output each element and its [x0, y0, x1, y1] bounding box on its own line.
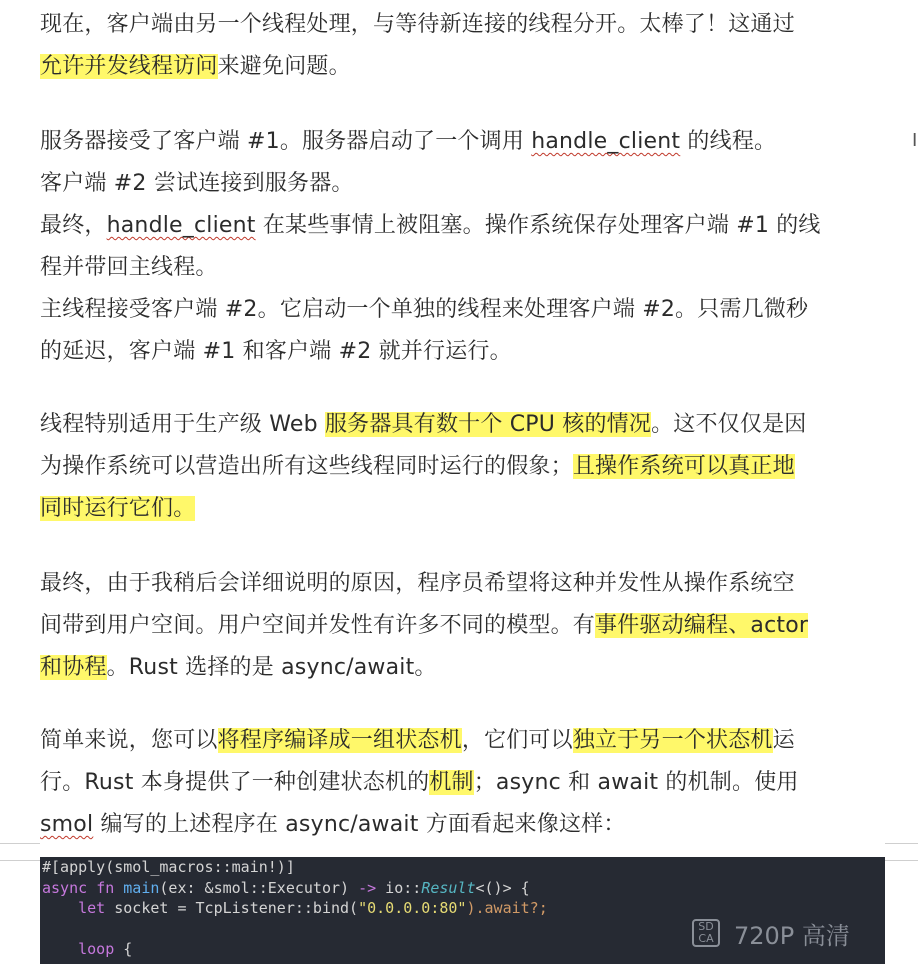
text-line: 客户端 #2 尝试连接到服务器。	[40, 171, 354, 196]
highlight-text: 机制	[429, 770, 474, 795]
code-await: ).await?;	[466, 899, 548, 917]
paragraph-threads-web	[40, 404, 880, 530]
text-span: 来避免问题。	[217, 54, 351, 79]
quality-label: 720P 高清	[734, 921, 850, 950]
code-string: "0.0.0.0:80"	[358, 899, 467, 917]
code-line	[40, 857, 885, 878]
text-line: 主线程接受客户端 #2。它启动一个单独的线程来处理客户端 #2。只需几微秒	[40, 297, 809, 322]
highlight-text: 事件驱动编程、actor	[595, 613, 809, 638]
text-line	[40, 205, 880, 247]
text-line: 程并带回主线程。	[40, 255, 218, 280]
paragraph-threads-intro	[40, 4, 880, 88]
text-span: 为操作系统可以营造出所有这些线程同时运行的假象；	[40, 454, 573, 479]
text-span: 最终，	[40, 213, 107, 238]
highlight-text: 将程序编译成一组状态机	[217, 728, 462, 753]
text-span: 服务器接受了客户端 #1。服务器启动了一个调用	[40, 129, 532, 154]
quality-icon: SD CA	[692, 919, 720, 947]
code-operator: ->	[358, 878, 377, 897]
text-span: 间带到用户空间。用户空间并发性有许多不同的模型。有	[40, 613, 596, 638]
text-line: 的延迟，客户端 #1 和客户端 #2 就并行运行。	[40, 339, 512, 364]
text-span: ，它们可以	[461, 728, 573, 753]
highlight-text: 服务器具有数十个 CPU 核的情况	[324, 412, 652, 437]
text-line	[40, 605, 880, 647]
text-span: 。Rust 选择的是 async/await。	[106, 655, 437, 680]
code-type: Result	[421, 878, 476, 897]
paragraph-client-steps	[40, 121, 880, 373]
video-quality-badge[interactable]	[692, 918, 850, 948]
text-span: ；async 和 await 的机制。使用	[473, 770, 799, 795]
code-keyword: fn	[96, 878, 115, 897]
text-line	[40, 446, 880, 488]
text-span: 。这不仅仅是因	[651, 412, 807, 437]
code-line	[40, 878, 885, 899]
highlight-text: 同时运行它们。	[40, 496, 196, 521]
code-module: io::	[376, 878, 422, 897]
code-text: {	[114, 940, 133, 958]
paragraph-state-machines	[40, 720, 880, 846]
highlight-text: 独立于另一个状态机	[572, 728, 773, 753]
code-function-name: main	[123, 878, 160, 897]
inline-code-handle-client: handle_client	[531, 129, 681, 154]
text-span: 的线程。	[680, 129, 777, 154]
text-line	[40, 647, 880, 689]
text-span: 简单来说，您可以	[40, 728, 218, 753]
code-keyword: loop	[78, 940, 115, 958]
text-line: 现在，客户端由另一个线程处理，与等待新连接的线程分开。太棒了！这通过	[40, 12, 795, 37]
text-span: 线程特别适用于生产级 Web	[40, 412, 325, 437]
text-line	[40, 121, 880, 163]
highlight-text: 且操作系统可以真正地	[572, 454, 795, 479]
text-cursor-marker: I	[912, 130, 918, 151]
paragraph-user-space	[40, 563, 880, 689]
text-line	[40, 46, 880, 88]
code-text: <()> {	[475, 878, 530, 897]
text-span: 行。Rust 本身提供了一种创建状态机的	[40, 770, 430, 795]
text-line	[40, 804, 880, 846]
code-text: socket = TcpListener::bind(	[105, 899, 359, 917]
inline-code-smol: smol	[40, 812, 94, 837]
inline-code-handle-client: handle_client	[106, 213, 256, 238]
text-line	[40, 404, 880, 446]
text-line	[40, 488, 880, 530]
text-span: 在某些事情上被阻塞。操作系统保存处理客户端 #1 的线	[255, 213, 821, 238]
text-span: 编写的上述程序在 async/await 方面看起来像这样：	[93, 812, 626, 837]
text-line: 最终，由于我稍后会详细说明的原因，程序员希望将这种并发性从操作系统空	[40, 571, 795, 596]
text-line	[40, 762, 880, 804]
text-line	[40, 720, 880, 762]
code-keyword: let	[78, 899, 106, 917]
code-keyword: async	[42, 878, 88, 897]
text-span: 运	[772, 728, 795, 753]
code-attribute: #[apply(smol_macros::main!)]	[42, 858, 295, 876]
divider-left	[0, 843, 40, 861]
highlight-text: 允许并发线程访问	[40, 54, 218, 79]
highlight-text: 和协程	[40, 655, 107, 680]
divider-right	[885, 843, 918, 861]
code-args: (ex: &smol::Executor)	[159, 878, 359, 897]
